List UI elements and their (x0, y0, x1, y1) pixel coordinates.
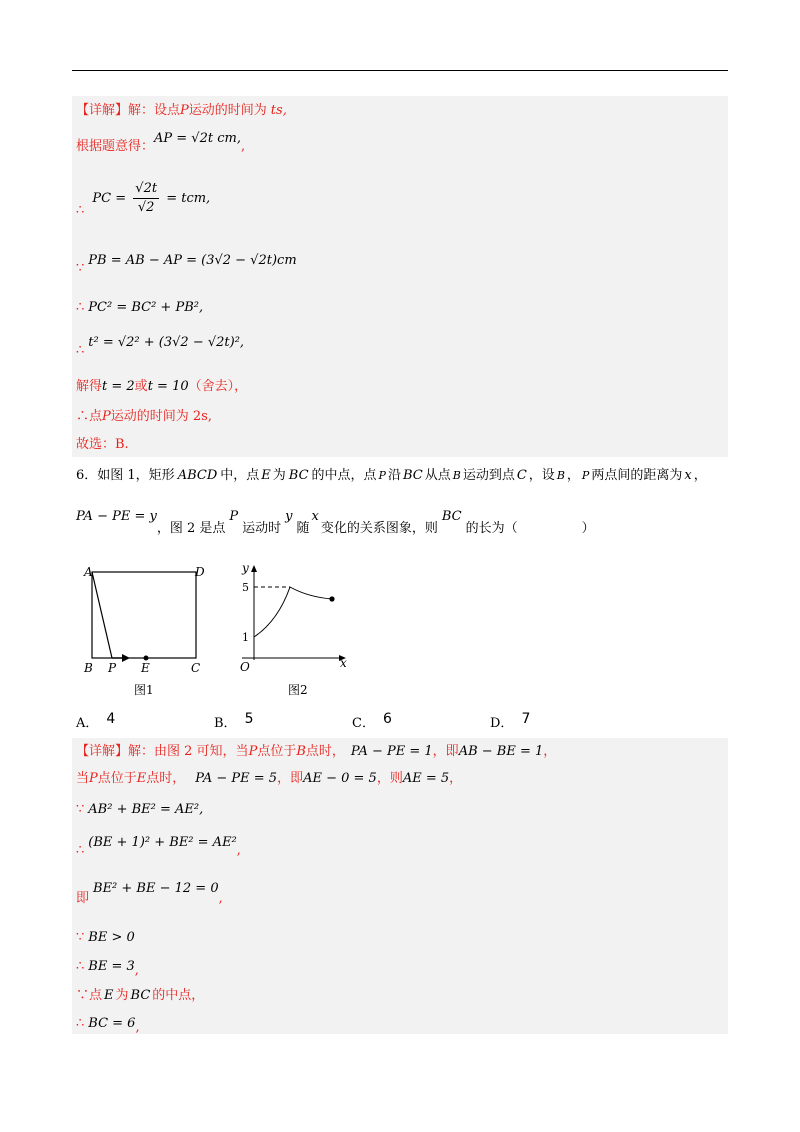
question-6-line-1: 6．如图 1，矩形 ABCD 中，点 E 为 BC 的中点，点 P 沿 BC 从点 B 运动到点 C ，设 B ， P 两点间的距离为 x ， (76, 468, 707, 483)
label-p: P (108, 661, 117, 675)
caption-fig2: 图2 (288, 683, 308, 697)
label-b: B (84, 661, 93, 675)
graph-curve (254, 587, 332, 637)
sol2-line-2: 当P点位于E点时， PA − PE = 5，即AE − 0 = 5，则AE = 5， (76, 771, 463, 786)
sol2-line-9: ∴ BC = 6, (76, 1016, 140, 1035)
label-o: O (240, 660, 250, 674)
label-d: D (195, 565, 205, 579)
header-rule (72, 70, 728, 71)
sol1-line-2: 根据题意得：AP = √2t cm,, (76, 131, 246, 154)
figure-2-graph (228, 555, 358, 700)
sol1-line-1: 【详解】解：设点P运动的时间为 ts, (76, 103, 287, 118)
sol2-line-8: ∵点 E 为 BC 的中点， (76, 988, 205, 1003)
label-y: y (242, 561, 249, 575)
option-b[interactable]: B． 5 (214, 711, 254, 731)
label-a: A (84, 565, 93, 579)
rectangle-abcd (92, 572, 196, 658)
sol2-line-5: 即BE² + BE − 12 = 0, (76, 881, 223, 906)
point-e (144, 656, 149, 661)
sol1-line-5: ∴ PC² = BC² + PB², (76, 300, 204, 315)
sol1-line-3: ∴ PC = $\frac{√2t}{√2}$ = tcm, (76, 181, 211, 218)
label-c: C (191, 661, 201, 675)
y-axis-arrow (251, 565, 257, 572)
sol2-line-7: ∴ BE = 3, (76, 959, 139, 978)
figure-1-rectangle (78, 560, 218, 700)
label-x: x (340, 656, 347, 670)
sol2-line-4: ∴(BE + 1)² + BE² = AE², (76, 835, 241, 858)
sol1-line-6: ∴t² = √2² + (3√2 − √2t)², (76, 335, 245, 358)
caption-fig1: 图1 (134, 683, 154, 697)
graph-endpoint (329, 596, 334, 601)
option-d[interactable]: D． 7 (490, 711, 531, 731)
sol1-line-8: ∴点P运动的时间为 2s, (76, 409, 212, 424)
tick-1: 1 (242, 631, 249, 644)
sol1-line-7: 解得t = 2或t = 10（舍去）， (76, 379, 248, 394)
tick-5: 5 (242, 581, 249, 594)
segment-ap (92, 572, 112, 658)
sol1-line-9: 故选：B. (76, 437, 129, 452)
label-e: E (141, 661, 150, 675)
sol2-line-6: ∵ BE > 0 (76, 930, 135, 945)
sol2-line-3: ∵ AB² + BE² = AE², (76, 802, 204, 817)
arrow-head (122, 654, 130, 662)
option-c[interactable]: C． 6 (352, 711, 392, 731)
sol2-line-1: 【详解】解：由图 2 可知，当P点位于B点时， PA − PE = 1，即AB − BE = 1， (76, 744, 557, 759)
question-6-line-2: PA − PE = y，图 2 是点P运动时y随x变化的关系图象，则BC的长为（ ） (76, 509, 595, 536)
option-a[interactable]: A． 4 (76, 711, 116, 731)
sol1-line-4: ∵PB = AB − AP = (3√2 − √2t)cm (76, 253, 297, 276)
